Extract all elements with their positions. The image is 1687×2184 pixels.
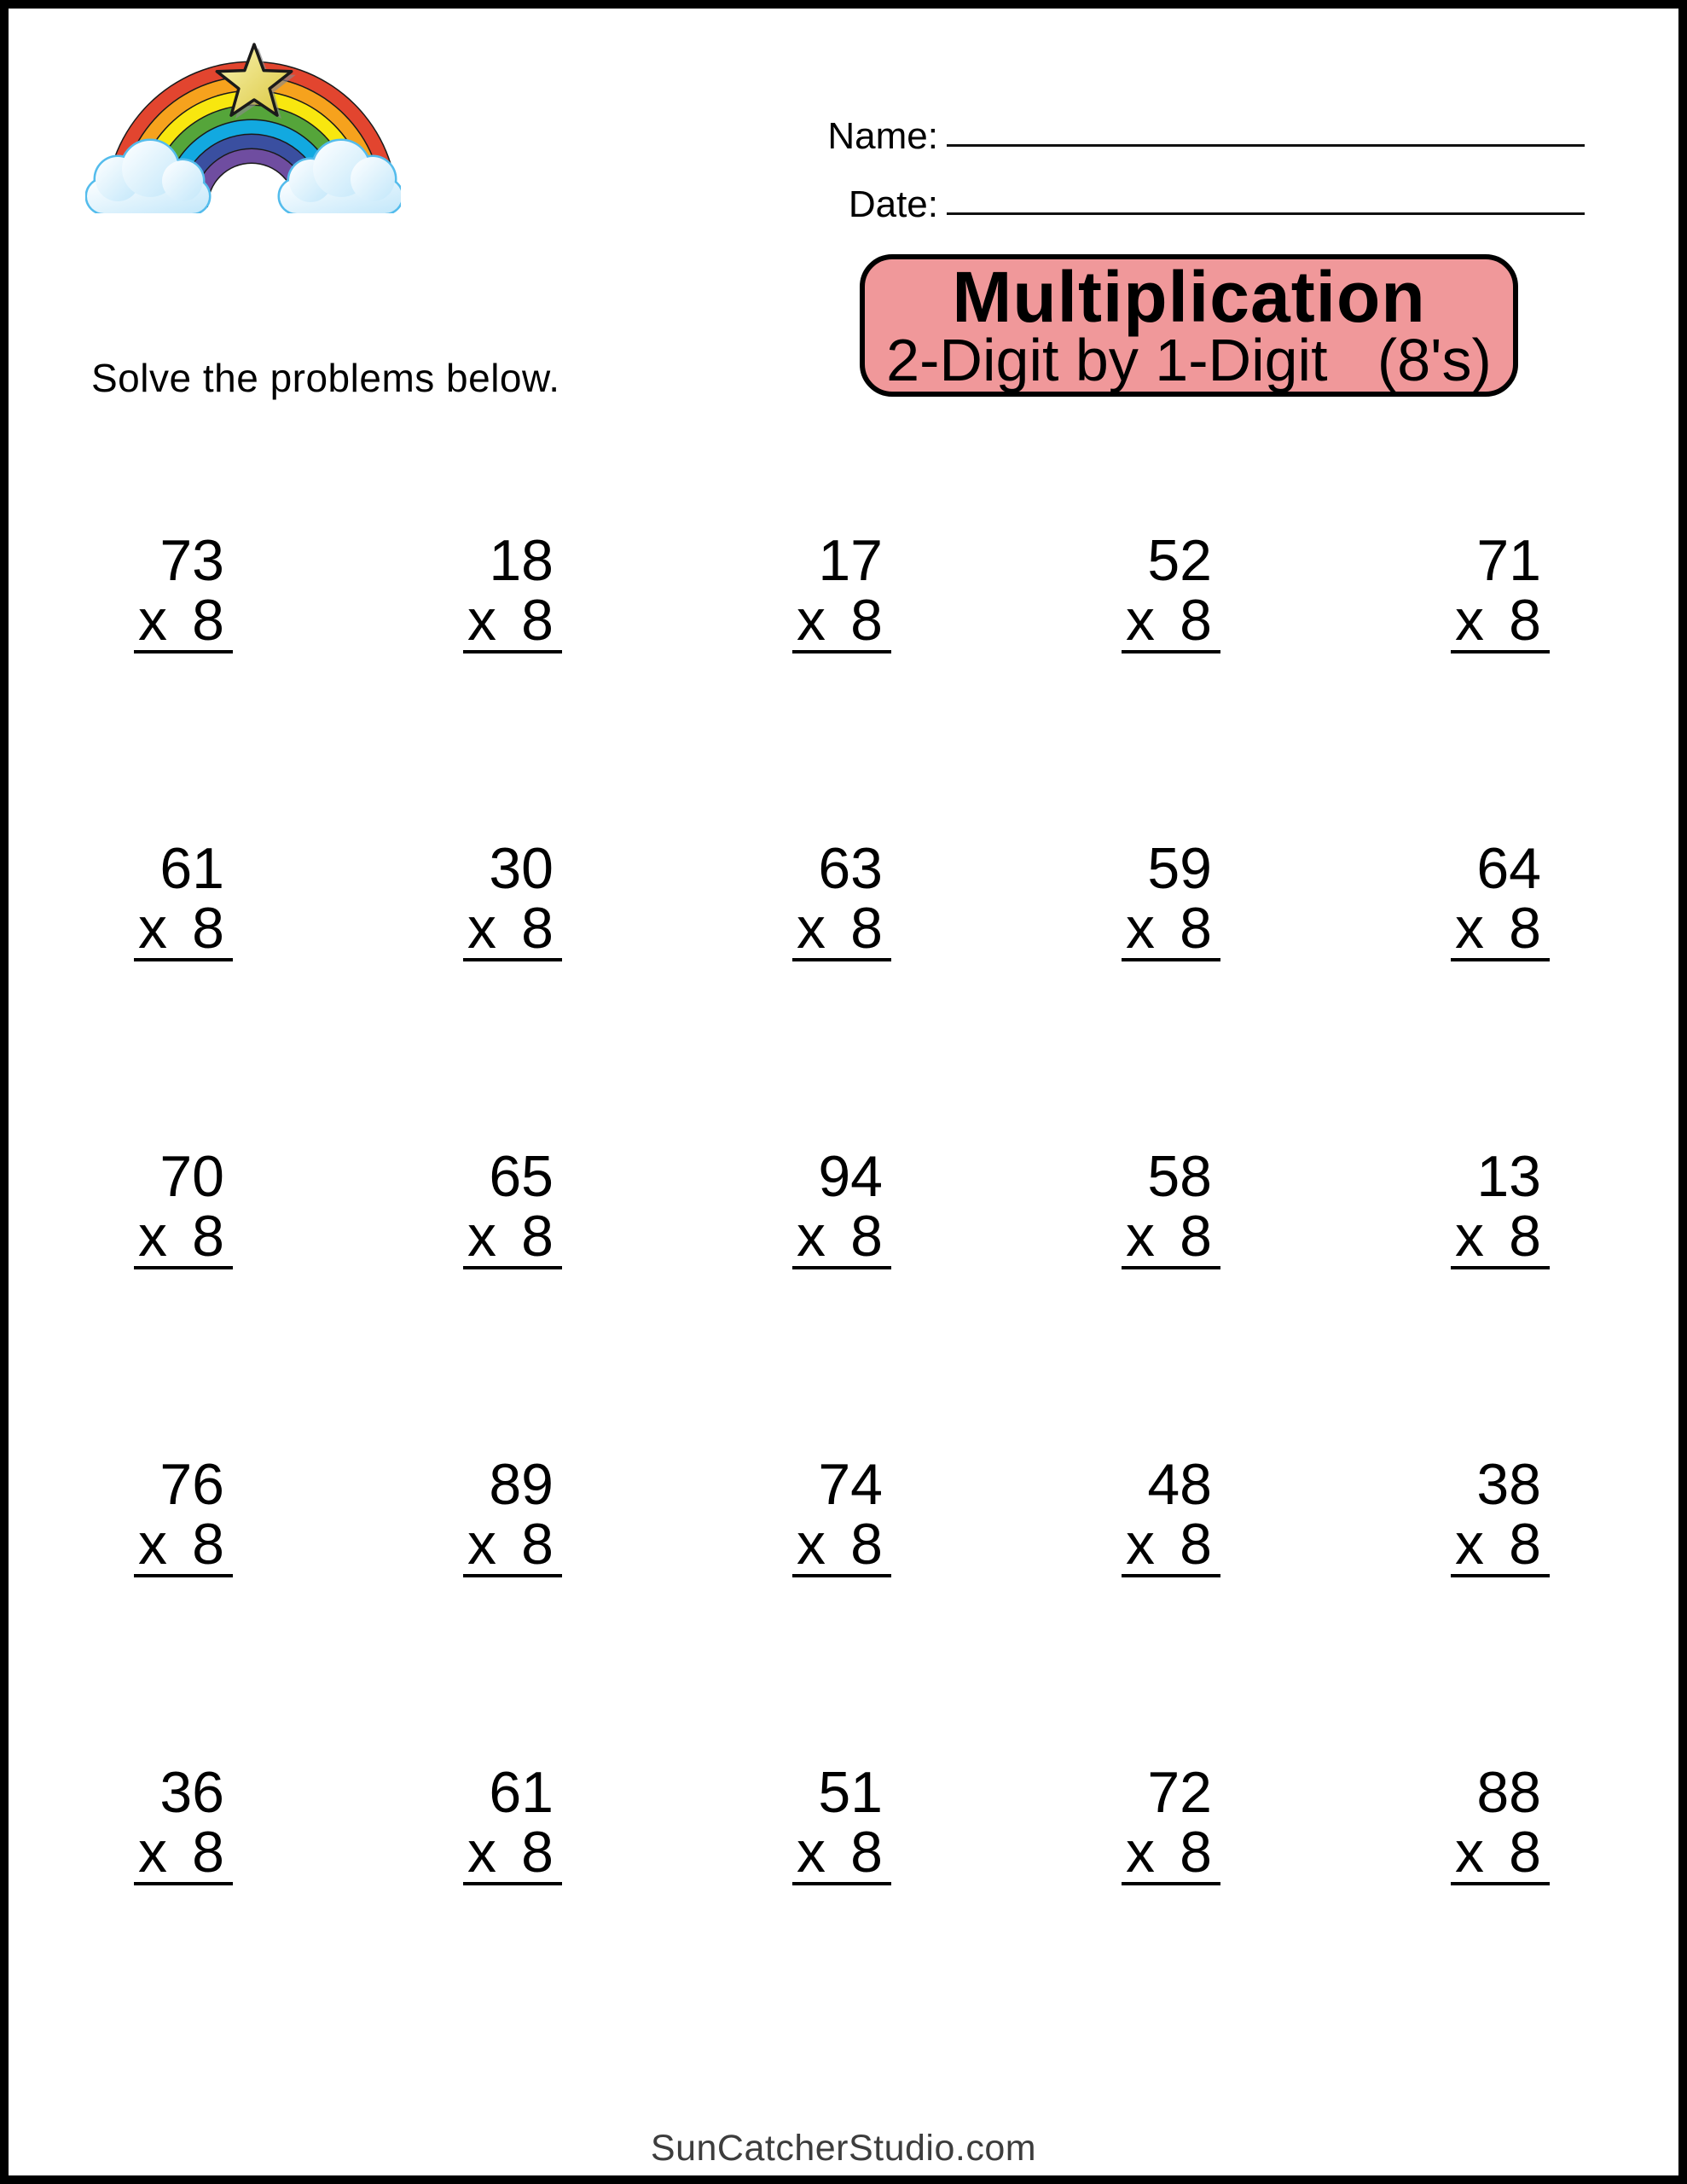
multiplier-line <box>1122 1204 1220 1269</box>
title-box <box>860 254 1518 397</box>
multiplier: 8 <box>1180 896 1212 961</box>
multiplier: 8 <box>1509 1512 1541 1577</box>
problem-row <box>134 1144 1550 1269</box>
operand: 58 <box>1147 1144 1212 1209</box>
operand: 38 <box>1476 1452 1541 1517</box>
multiplication-problem <box>134 836 233 961</box>
multiplication-problem <box>134 1144 233 1269</box>
multiply-sign: x <box>467 1820 496 1885</box>
instruction-text: Solve the problems below. <box>91 356 560 400</box>
multiplication-problem <box>792 528 891 653</box>
operand: 88 <box>1476 1760 1541 1825</box>
multiplication-problem <box>134 528 233 653</box>
operand: 30 <box>489 836 554 901</box>
multiplier-line <box>792 1820 891 1885</box>
problem-row <box>134 1452 1550 1577</box>
multiplication-problem <box>134 1452 233 1577</box>
multiply-sign: x <box>467 896 496 961</box>
multiplication-problem <box>463 836 562 961</box>
operand: 94 <box>818 1144 883 1209</box>
name-blank-line <box>947 144 1585 147</box>
multiplication-problem <box>463 1452 562 1577</box>
operand: 61 <box>489 1760 554 1825</box>
operand: 36 <box>159 1760 224 1825</box>
worksheet-subtitle: 2-Digit by 1-Digit (8's) <box>886 327 1492 393</box>
multiplication-problem <box>463 528 562 653</box>
multiplier-line <box>134 1820 233 1885</box>
multiply-sign: x <box>797 1820 826 1885</box>
worksheet-title: Multiplication <box>952 257 1426 337</box>
multiply-sign: x <box>138 896 167 961</box>
multiplication-problem <box>1451 836 1550 961</box>
multiplier: 8 <box>850 896 883 961</box>
multiplication-problem <box>1451 528 1550 653</box>
multiplication-problem <box>792 1452 891 1577</box>
multiply-sign: x <box>1126 1512 1155 1577</box>
multiplier-line <box>792 1512 891 1577</box>
operand: 18 <box>489 528 554 593</box>
multiplier: 8 <box>1509 1820 1541 1885</box>
multiply-sign: x <box>1126 1204 1155 1269</box>
operand: 17 <box>818 528 883 593</box>
multiplier-line <box>463 588 562 653</box>
multiplier-line <box>1451 1512 1550 1577</box>
multiplication-problem <box>1451 1760 1550 1885</box>
operand: 71 <box>1476 528 1541 593</box>
multiply-sign: x <box>1455 1512 1484 1577</box>
multiplier-line <box>463 1820 562 1885</box>
operand: 52 <box>1147 528 1212 593</box>
multiply-sign: x <box>138 1204 167 1269</box>
multiplier: 8 <box>521 1512 554 1577</box>
multiplier: 8 <box>1180 1512 1212 1577</box>
multiplier-line <box>1122 1512 1220 1577</box>
multiply-sign: x <box>467 588 496 653</box>
multiplier-line <box>1451 588 1550 653</box>
multiplier-line <box>1451 896 1550 961</box>
multiplier-line <box>792 588 891 653</box>
problem-row <box>134 836 1550 961</box>
name-label: Name: <box>827 115 938 157</box>
multiply-sign: x <box>138 1820 167 1885</box>
multiplier-line <box>463 896 562 961</box>
multiply-sign: x <box>1455 896 1484 961</box>
multiplier: 8 <box>1509 1204 1541 1269</box>
multiplier: 8 <box>850 1820 883 1885</box>
rainbow-star-clouds-icon <box>85 43 401 213</box>
multiplier: 8 <box>521 1204 554 1269</box>
multiply-sign: x <box>1126 588 1155 653</box>
multiplier: 8 <box>1180 588 1212 653</box>
multiplier: 8 <box>850 1512 883 1577</box>
multiplier-line <box>792 896 891 961</box>
multiplier-line <box>1451 1820 1550 1885</box>
problem-row <box>134 1760 1550 1885</box>
rainbow-graphic <box>85 43 401 213</box>
multiplier: 8 <box>192 1204 224 1269</box>
multiply-sign: x <box>797 1512 826 1577</box>
operand: 48 <box>1147 1452 1212 1517</box>
operand: 13 <box>1476 1144 1541 1209</box>
multiplier: 8 <box>192 896 224 961</box>
multiplier: 8 <box>850 1204 883 1269</box>
operand: 59 <box>1147 836 1212 901</box>
operand: 65 <box>489 1144 554 1209</box>
multiply-sign: x <box>138 588 167 653</box>
date-blank-line <box>947 212 1585 215</box>
multiply-sign: x <box>1126 896 1155 961</box>
multiplier: 8 <box>1180 1204 1212 1269</box>
multiplication-problem <box>463 1760 562 1885</box>
operand: 70 <box>159 1144 224 1209</box>
multiplier-line <box>792 1204 891 1269</box>
multiply-sign: x <box>1455 1204 1484 1269</box>
multiplier-line <box>134 1512 233 1577</box>
multiplication-problem <box>1122 836 1220 961</box>
multiplication-problem <box>792 1760 891 1885</box>
multiplication-problem <box>134 1760 233 1885</box>
multiplier: 8 <box>521 588 554 653</box>
multiplication-problem <box>463 1144 562 1269</box>
multiplier-line <box>1122 588 1220 653</box>
multiplier: 8 <box>192 1512 224 1577</box>
multiply-sign: x <box>467 1512 496 1577</box>
multiplier-line <box>1122 896 1220 961</box>
multiply-sign: x <box>1126 1820 1155 1885</box>
multiplication-problem <box>1122 1760 1220 1885</box>
multiplication-problem <box>792 836 891 961</box>
multiplier: 8 <box>521 896 554 961</box>
multiplication-problem <box>1122 1452 1220 1577</box>
operand: 63 <box>818 836 883 901</box>
multiplication-problem <box>1122 1144 1220 1269</box>
multiplier-line <box>134 588 233 653</box>
multiplier: 8 <box>1180 1820 1212 1885</box>
multiplier: 8 <box>1509 588 1541 653</box>
multiplier: 8 <box>1509 896 1541 961</box>
operand: 73 <box>159 528 224 593</box>
multiply-sign: x <box>138 1512 167 1577</box>
operand: 61 <box>159 836 224 901</box>
multiplication-problem <box>1451 1144 1550 1269</box>
multiplier: 8 <box>521 1820 554 1885</box>
multiplication-problem <box>1122 528 1220 653</box>
operand: 51 <box>818 1760 883 1825</box>
multiply-sign: x <box>797 588 826 653</box>
multiplier-line <box>134 896 233 961</box>
operand: 89 <box>489 1452 554 1517</box>
multiplier-line <box>463 1204 562 1269</box>
multiplier-line <box>463 1512 562 1577</box>
multiplier: 8 <box>850 588 883 653</box>
multiplier-line <box>134 1204 233 1269</box>
multiplier: 8 <box>192 1820 224 1885</box>
problem-row <box>134 528 1550 653</box>
date-label: Date: <box>848 183 938 225</box>
operand: 76 <box>159 1452 224 1517</box>
multiply-sign: x <box>467 1204 496 1269</box>
footer-site-credit: SunCatcherStudio.com <box>650 2128 1037 2169</box>
multiplication-problem <box>1451 1452 1550 1577</box>
multiply-sign: x <box>1455 1820 1484 1885</box>
operand: 72 <box>1147 1760 1212 1825</box>
multiply-sign: x <box>797 1204 826 1269</box>
operand: 74 <box>818 1452 883 1517</box>
multiplier-line <box>1122 1820 1220 1885</box>
multiply-sign: x <box>797 896 826 961</box>
multiply-sign: x <box>1455 588 1484 653</box>
multiplier: 8 <box>192 588 224 653</box>
operand: 64 <box>1476 836 1541 901</box>
multiplication-problem <box>792 1144 891 1269</box>
multiplier-line <box>1451 1204 1550 1269</box>
